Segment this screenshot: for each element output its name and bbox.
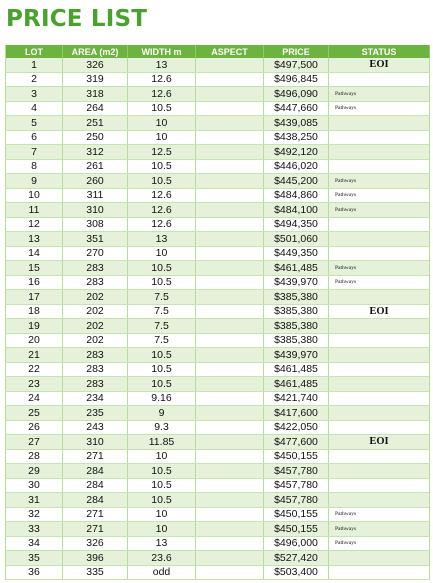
area-cell: 283 <box>63 261 128 276</box>
price-cell: $422,050 <box>264 420 329 435</box>
width-cell: 7.5 <box>128 319 196 334</box>
width-cell: 10 <box>128 449 196 464</box>
area-cell: 284 <box>63 493 128 508</box>
aspect-cell <box>196 159 264 174</box>
lot-cell: 13 <box>6 232 63 247</box>
lot-cell: 11 <box>6 203 63 218</box>
lot-cell: 22 <box>6 362 63 377</box>
area-cell: 284 <box>63 478 128 493</box>
status-cell <box>329 362 430 377</box>
lot-cell: 24 <box>6 391 63 406</box>
width-cell: 10.5 <box>128 101 196 116</box>
lot-cell: 33 <box>6 522 63 537</box>
aspect-cell <box>196 377 264 392</box>
lot-cell: 16 <box>6 275 63 290</box>
area-cell: 202 <box>63 290 128 305</box>
table-row <box>6 58 430 72</box>
price-cell: $450,155 <box>264 507 329 522</box>
price-cell: $439,970 <box>264 275 329 290</box>
width-cell: 9.16 <box>128 391 196 406</box>
price-cell: $496,000 <box>264 536 329 551</box>
table-row <box>6 101 430 116</box>
status-cell <box>329 130 430 145</box>
table-row <box>6 348 430 363</box>
area-cell: 271 <box>63 449 128 464</box>
aspect-cell <box>196 348 264 363</box>
price-cell: $445,200 <box>264 174 329 189</box>
width-cell: 12.5 <box>128 145 196 160</box>
column-header-lot: LOT <box>6 45 63 58</box>
area-cell: 396 <box>63 551 128 566</box>
aspect-cell <box>196 507 264 522</box>
status-cell: EOI <box>329 435 430 450</box>
area-cell: 351 <box>63 232 128 247</box>
area-cell: 264 <box>63 101 128 116</box>
price-cell: $461,485 <box>264 377 329 392</box>
status-cell <box>329 319 430 334</box>
status-cell <box>329 145 430 160</box>
area-cell: 326 <box>63 536 128 551</box>
aspect-cell <box>196 304 264 319</box>
price-cell: $450,155 <box>264 449 329 464</box>
aspect-cell <box>196 406 264 421</box>
aspect-cell <box>196 130 264 145</box>
table-row <box>6 246 430 261</box>
status-cell <box>329 246 430 261</box>
width-cell: 12.6 <box>128 188 196 203</box>
table-row <box>6 391 430 406</box>
aspect-cell <box>196 478 264 493</box>
table-row <box>6 522 430 537</box>
price-cell: $439,085 <box>264 116 329 131</box>
status-cell: Pathways <box>329 536 430 551</box>
lot-cell: 36 <box>6 565 63 580</box>
width-cell: 10.5 <box>128 377 196 392</box>
width-cell: 13 <box>128 58 196 72</box>
area-cell: 318 <box>63 87 128 102</box>
area-cell: 202 <box>63 304 128 319</box>
price-cell: $385,380 <box>264 333 329 348</box>
area-cell: 243 <box>63 420 128 435</box>
width-cell: 10.5 <box>128 159 196 174</box>
status-cell: Pathways <box>329 522 430 537</box>
status-cell <box>329 348 430 363</box>
aspect-cell <box>196 217 264 232</box>
lot-cell: 20 <box>6 333 63 348</box>
aspect-cell <box>196 145 264 160</box>
lot-cell: 2 <box>6 72 63 87</box>
table-row <box>6 232 430 247</box>
aspect-cell <box>196 58 264 72</box>
price-cell: $446,020 <box>264 159 329 174</box>
table-row <box>6 362 430 377</box>
area-cell: 202 <box>63 333 128 348</box>
lot-cell: 12 <box>6 217 63 232</box>
width-cell: 10 <box>128 116 196 131</box>
lot-cell: 25 <box>6 406 63 421</box>
price-cell: $497,500 <box>264 58 329 72</box>
status-cell <box>329 449 430 464</box>
status-cell <box>329 420 430 435</box>
status-cell <box>329 72 430 87</box>
status-cell <box>329 464 430 479</box>
width-cell: 12.6 <box>128 217 196 232</box>
area-cell: 260 <box>63 174 128 189</box>
width-cell: 10.5 <box>128 261 196 276</box>
lot-cell: 8 <box>6 159 63 174</box>
lot-cell: 29 <box>6 464 63 479</box>
table-row <box>6 188 430 203</box>
lot-cell: 18 <box>6 304 63 319</box>
width-cell: 9 <box>128 406 196 421</box>
status-cell <box>329 159 430 174</box>
aspect-cell <box>196 188 264 203</box>
aspect-cell <box>196 522 264 537</box>
aspect-cell <box>196 87 264 102</box>
price-cell: $417,600 <box>264 406 329 421</box>
width-cell: 12.6 <box>128 87 196 102</box>
lot-cell: 27 <box>6 435 63 450</box>
price-cell: $385,380 <box>264 304 329 319</box>
lot-cell: 9 <box>6 174 63 189</box>
price-cell: $484,100 <box>264 203 329 218</box>
table-row <box>6 72 430 87</box>
area-cell: 270 <box>63 246 128 261</box>
table-row <box>6 261 430 276</box>
table-row <box>6 435 430 450</box>
width-cell: 7.5 <box>128 333 196 348</box>
status-cell: Pathways <box>329 101 430 116</box>
lot-cell: 30 <box>6 478 63 493</box>
price-cell: $503,400 <box>264 565 329 580</box>
column-header-price: PRICE <box>264 45 329 58</box>
aspect-cell <box>196 116 264 131</box>
status-cell: Pathways <box>329 174 430 189</box>
area-cell: 310 <box>63 435 128 450</box>
lot-cell: 32 <box>6 507 63 522</box>
status-cell: Pathways <box>329 87 430 102</box>
width-cell: 10 <box>128 507 196 522</box>
status-cell: Pathways <box>329 203 430 218</box>
price-cell: $527,420 <box>264 551 329 566</box>
area-cell: 310 <box>63 203 128 218</box>
price-cell: $484,860 <box>264 188 329 203</box>
width-cell: 12.6 <box>128 72 196 87</box>
price-cell: $461,485 <box>264 362 329 377</box>
page-title: PRICE LIST <box>6 6 148 32</box>
column-header-aspect: ASPECT <box>196 45 264 58</box>
aspect-cell <box>196 72 264 87</box>
status-cell: EOI <box>329 304 430 319</box>
lot-cell: 21 <box>6 348 63 363</box>
table-row <box>6 493 430 508</box>
lot-cell: 5 <box>6 116 63 131</box>
aspect-cell <box>196 420 264 435</box>
price-cell: $496,845 <box>264 72 329 87</box>
table-row <box>6 333 430 348</box>
width-cell: 13 <box>128 232 196 247</box>
status-cell: Pathways <box>329 261 430 276</box>
aspect-cell <box>196 232 264 247</box>
aspect-cell <box>196 551 264 566</box>
lot-cell: 7 <box>6 145 63 160</box>
table-row <box>6 116 430 131</box>
area-cell: 234 <box>63 391 128 406</box>
width-cell: 10.5 <box>128 464 196 479</box>
status-cell <box>329 116 430 131</box>
table-row <box>6 420 430 435</box>
area-cell: 202 <box>63 319 128 334</box>
lot-cell: 4 <box>6 101 63 116</box>
price-cell: $449,350 <box>264 246 329 261</box>
table-row <box>6 449 430 464</box>
lot-cell: 34 <box>6 536 63 551</box>
lot-cell: 15 <box>6 261 63 276</box>
area-cell: 283 <box>63 362 128 377</box>
table-row <box>6 130 430 145</box>
table-row <box>6 478 430 493</box>
area-cell: 335 <box>63 565 128 580</box>
table-row <box>6 319 430 334</box>
width-cell: 10 <box>128 522 196 537</box>
table-row <box>6 551 430 566</box>
status-cell: Pathways <box>329 188 430 203</box>
lot-cell: 10 <box>6 188 63 203</box>
price-cell: $385,380 <box>264 290 329 305</box>
lot-cell: 1 <box>6 58 63 72</box>
table-row <box>6 87 430 102</box>
status-cell <box>329 565 430 580</box>
width-cell: 9.3 <box>128 420 196 435</box>
status-cell <box>329 333 430 348</box>
area-cell: 283 <box>63 377 128 392</box>
aspect-cell <box>196 333 264 348</box>
width-cell: odd <box>128 565 196 580</box>
table-row <box>6 377 430 392</box>
table-row <box>6 406 430 421</box>
price-cell: $421,740 <box>264 391 329 406</box>
price-cell: $457,780 <box>264 478 329 493</box>
area-cell: 319 <box>63 72 128 87</box>
width-cell: 10.5 <box>128 174 196 189</box>
table-row <box>6 217 430 232</box>
area-cell: 271 <box>63 507 128 522</box>
lot-cell: 6 <box>6 130 63 145</box>
status-cell <box>329 377 430 392</box>
width-cell: 10 <box>128 130 196 145</box>
aspect-cell <box>196 246 264 261</box>
aspect-cell <box>196 493 264 508</box>
price-cell: $450,155 <box>264 522 329 537</box>
column-header-width: WIDTH m <box>128 45 196 58</box>
aspect-cell <box>196 435 264 450</box>
lot-cell: 17 <box>6 290 63 305</box>
width-cell: 7.5 <box>128 304 196 319</box>
area-cell: 261 <box>63 159 128 174</box>
width-cell: 10 <box>128 246 196 261</box>
area-cell: 283 <box>63 275 128 290</box>
aspect-cell <box>196 261 264 276</box>
area-cell: 250 <box>63 130 128 145</box>
area-cell: 312 <box>63 145 128 160</box>
aspect-cell <box>196 391 264 406</box>
width-cell: 23.6 <box>128 551 196 566</box>
area-cell: 251 <box>63 116 128 131</box>
status-cell <box>329 406 430 421</box>
aspect-cell <box>196 101 264 116</box>
price-list-table <box>5 45 430 580</box>
area-cell: 308 <box>63 217 128 232</box>
width-cell: 10.5 <box>128 348 196 363</box>
aspect-cell <box>196 319 264 334</box>
table-row <box>6 145 430 160</box>
width-cell: 12.6 <box>128 203 196 218</box>
width-cell: 10.5 <box>128 493 196 508</box>
price-cell: $496,090 <box>264 87 329 102</box>
status-cell <box>329 551 430 566</box>
area-cell: 283 <box>63 348 128 363</box>
table-row <box>6 304 430 319</box>
status-cell <box>329 290 430 305</box>
table-row <box>6 507 430 522</box>
aspect-cell <box>196 290 264 305</box>
lot-cell: 26 <box>6 420 63 435</box>
price-cell: $457,780 <box>264 493 329 508</box>
lot-cell: 35 <box>6 551 63 566</box>
width-cell: 10.5 <box>128 478 196 493</box>
aspect-cell <box>196 174 264 189</box>
status-cell <box>329 493 430 508</box>
table-row <box>6 203 430 218</box>
area-cell: 235 <box>63 406 128 421</box>
price-cell: $385,380 <box>264 319 329 334</box>
column-header-status: STATUS <box>329 45 430 58</box>
width-cell: 13 <box>128 536 196 551</box>
lot-cell: 14 <box>6 246 63 261</box>
status-cell <box>329 391 430 406</box>
area-cell: 311 <box>63 188 128 203</box>
status-cell: Pathways <box>329 507 430 522</box>
column-header-area: AREA (m2) <box>63 45 128 58</box>
lot-cell: 19 <box>6 319 63 334</box>
area-cell: 271 <box>63 522 128 537</box>
table-row <box>6 464 430 479</box>
aspect-cell <box>196 275 264 290</box>
area-cell: 284 <box>63 464 128 479</box>
table-row <box>6 174 430 189</box>
lot-cell: 3 <box>6 87 63 102</box>
aspect-cell <box>196 536 264 551</box>
price-cell: $501,060 <box>264 232 329 247</box>
table-row <box>6 275 430 290</box>
status-cell: Pathways <box>329 275 430 290</box>
table-row <box>6 536 430 551</box>
price-cell: $439,970 <box>264 348 329 363</box>
aspect-cell <box>196 449 264 464</box>
lot-cell: 23 <box>6 377 63 392</box>
price-cell: $492,120 <box>264 145 329 160</box>
table-row <box>6 159 430 174</box>
price-cell: $447,660 <box>264 101 329 116</box>
aspect-cell <box>196 464 264 479</box>
price-cell: $461,485 <box>264 261 329 276</box>
area-cell: 326 <box>63 58 128 72</box>
width-cell: 11.85 <box>128 435 196 450</box>
lot-cell: 31 <box>6 493 63 508</box>
table-header-row <box>6 45 430 58</box>
status-cell <box>329 232 430 247</box>
price-cell: $438,250 <box>264 130 329 145</box>
aspect-cell <box>196 362 264 377</box>
aspect-cell <box>196 203 264 218</box>
width-cell: 10.5 <box>128 362 196 377</box>
width-cell: 7.5 <box>128 290 196 305</box>
price-cell: $457,780 <box>264 464 329 479</box>
width-cell: 10.5 <box>128 275 196 290</box>
status-cell: EOI <box>329 58 430 72</box>
table-row <box>6 290 430 305</box>
price-cell: $477,600 <box>264 435 329 450</box>
price-cell: $494,350 <box>264 217 329 232</box>
status-cell <box>329 217 430 232</box>
table-row <box>6 565 430 580</box>
status-cell <box>329 478 430 493</box>
aspect-cell <box>196 565 264 580</box>
lot-cell: 28 <box>6 449 63 464</box>
